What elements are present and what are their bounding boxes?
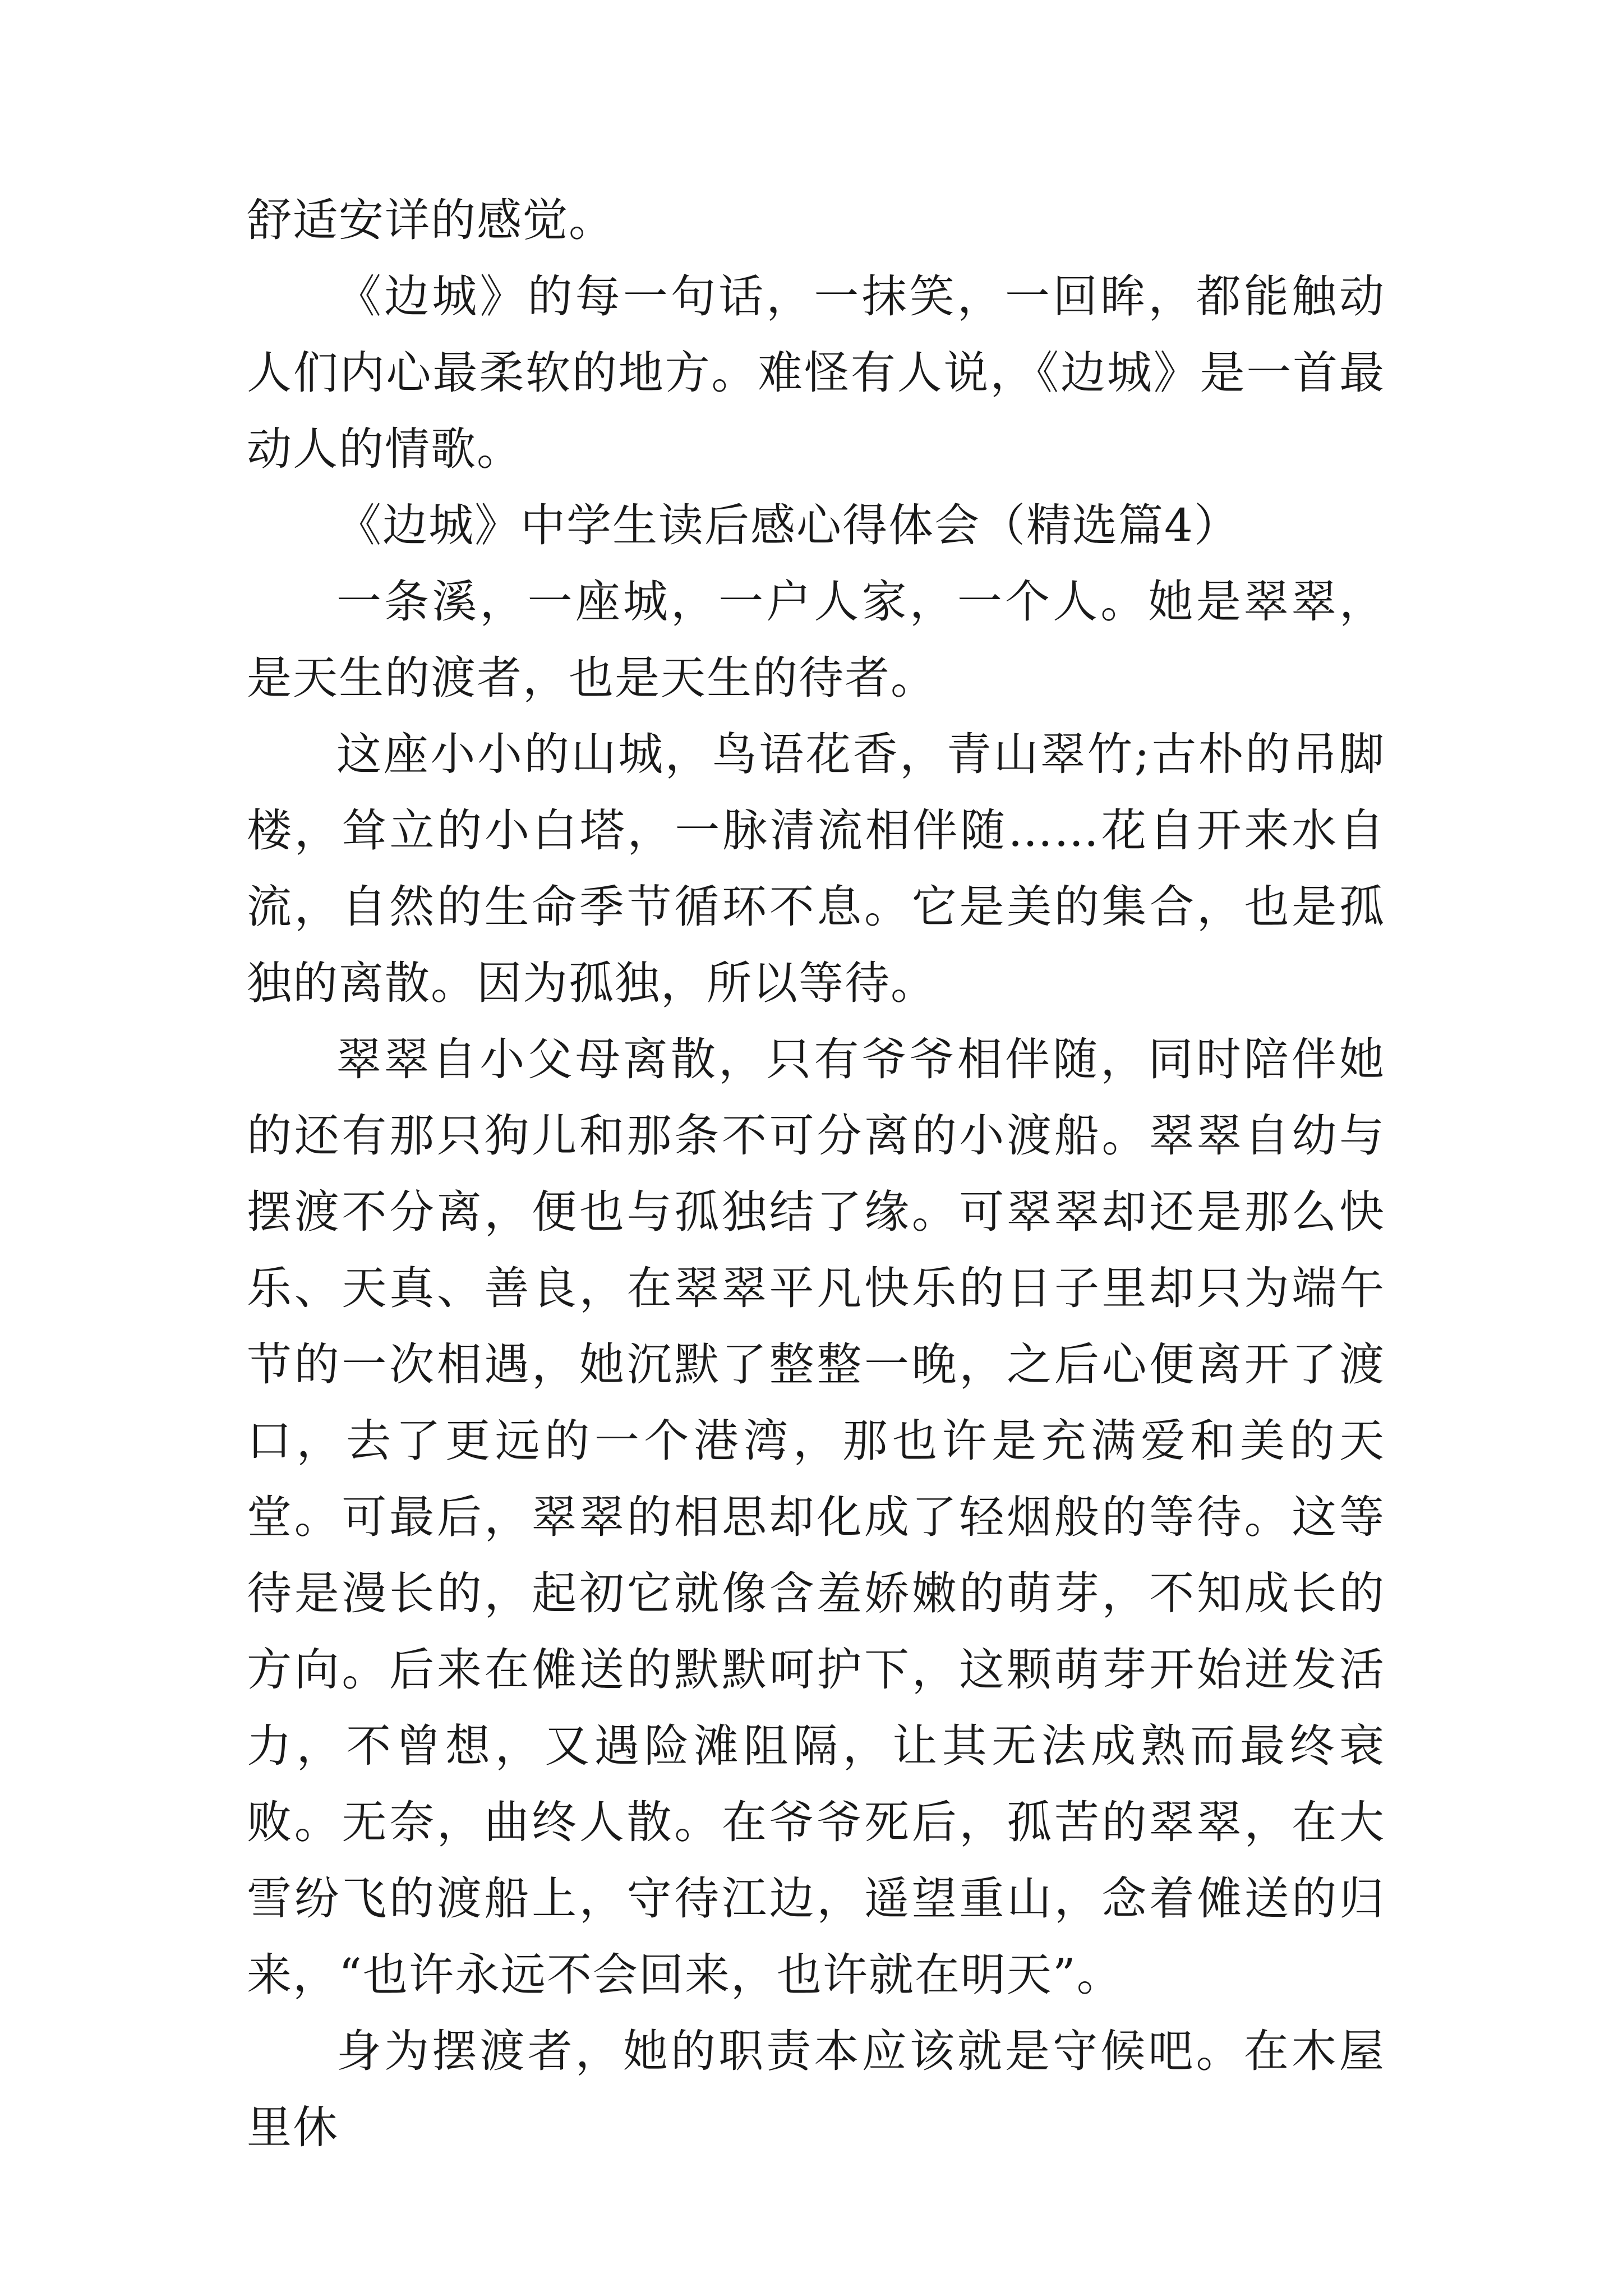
paragraph-cuicui: 翠翠自小父母离散，只有爷爷相伴随，同时陪伴她的还有那只狗儿和那条不可分离的小渡船。翠翠自幼与摆渡不分离，便也与孤独结了缘。可翠翠却还是那么快乐、天真、善良，在翠翠平凡快乐的日子里却只为端午节的一次相遇，她沉默了整整一晚，之后心便离开了渡口，去了更远的一个港湾，那也许是充满爱和美的天堂。可最后，翠翠的相思却化成了轻烟般的等待。这等待是漫长的，起初它就像含羞娇嫩的萌芽，不知成长的方向。后来在傩送的默默呵护下，这颗萌芽开始迸发活力，不曾想，又遇险滩阻隔，让其无法成熟而最终衰败。无奈，曲终人散。在爷爷死后，孤苦的翠翠，在大雪纷飞的渡船上，守待江边，遥望重山，念着傩送的归来，“也许永远不会回来，也许就在明天”。 bbox=[247, 1033, 1385, 2001]
section-heading: 《边城》中学生读后感心得体会（精选篇4） bbox=[336, 499, 1240, 551]
paragraph-mountain-town: 这座小小的山城，鸟语花香，青山翠竹;古朴的吊脚楼，耸立的小白塔，一脉清流相伴随……花自开来水自流，自然的生命季节循环不息。它是美的集合，也是孤独的离散。因为孤独，所以等待。 bbox=[247, 728, 1385, 1009]
paragraph-biancheng-quote: 《边城》的每一句话，一抹笑，一回眸，都能触动人们内心最柔软的地方。难怪有人说，《边城》是一首最动人的情歌。 bbox=[247, 270, 1385, 475]
paragraph-continuation: 舒适安详的感觉。 bbox=[247, 194, 615, 246]
document-body bbox=[247, 182, 1385, 2166]
paragraph-intro: 一条溪，一座城，一户人家，一个人。她是翠翠，是天生的渡者，也是天生的待者。 bbox=[247, 576, 1385, 704]
paragraph-ferryman: 身为摆渡者，她的职责本应该就是守候吧。在木屋里休 bbox=[247, 2025, 1385, 2154]
